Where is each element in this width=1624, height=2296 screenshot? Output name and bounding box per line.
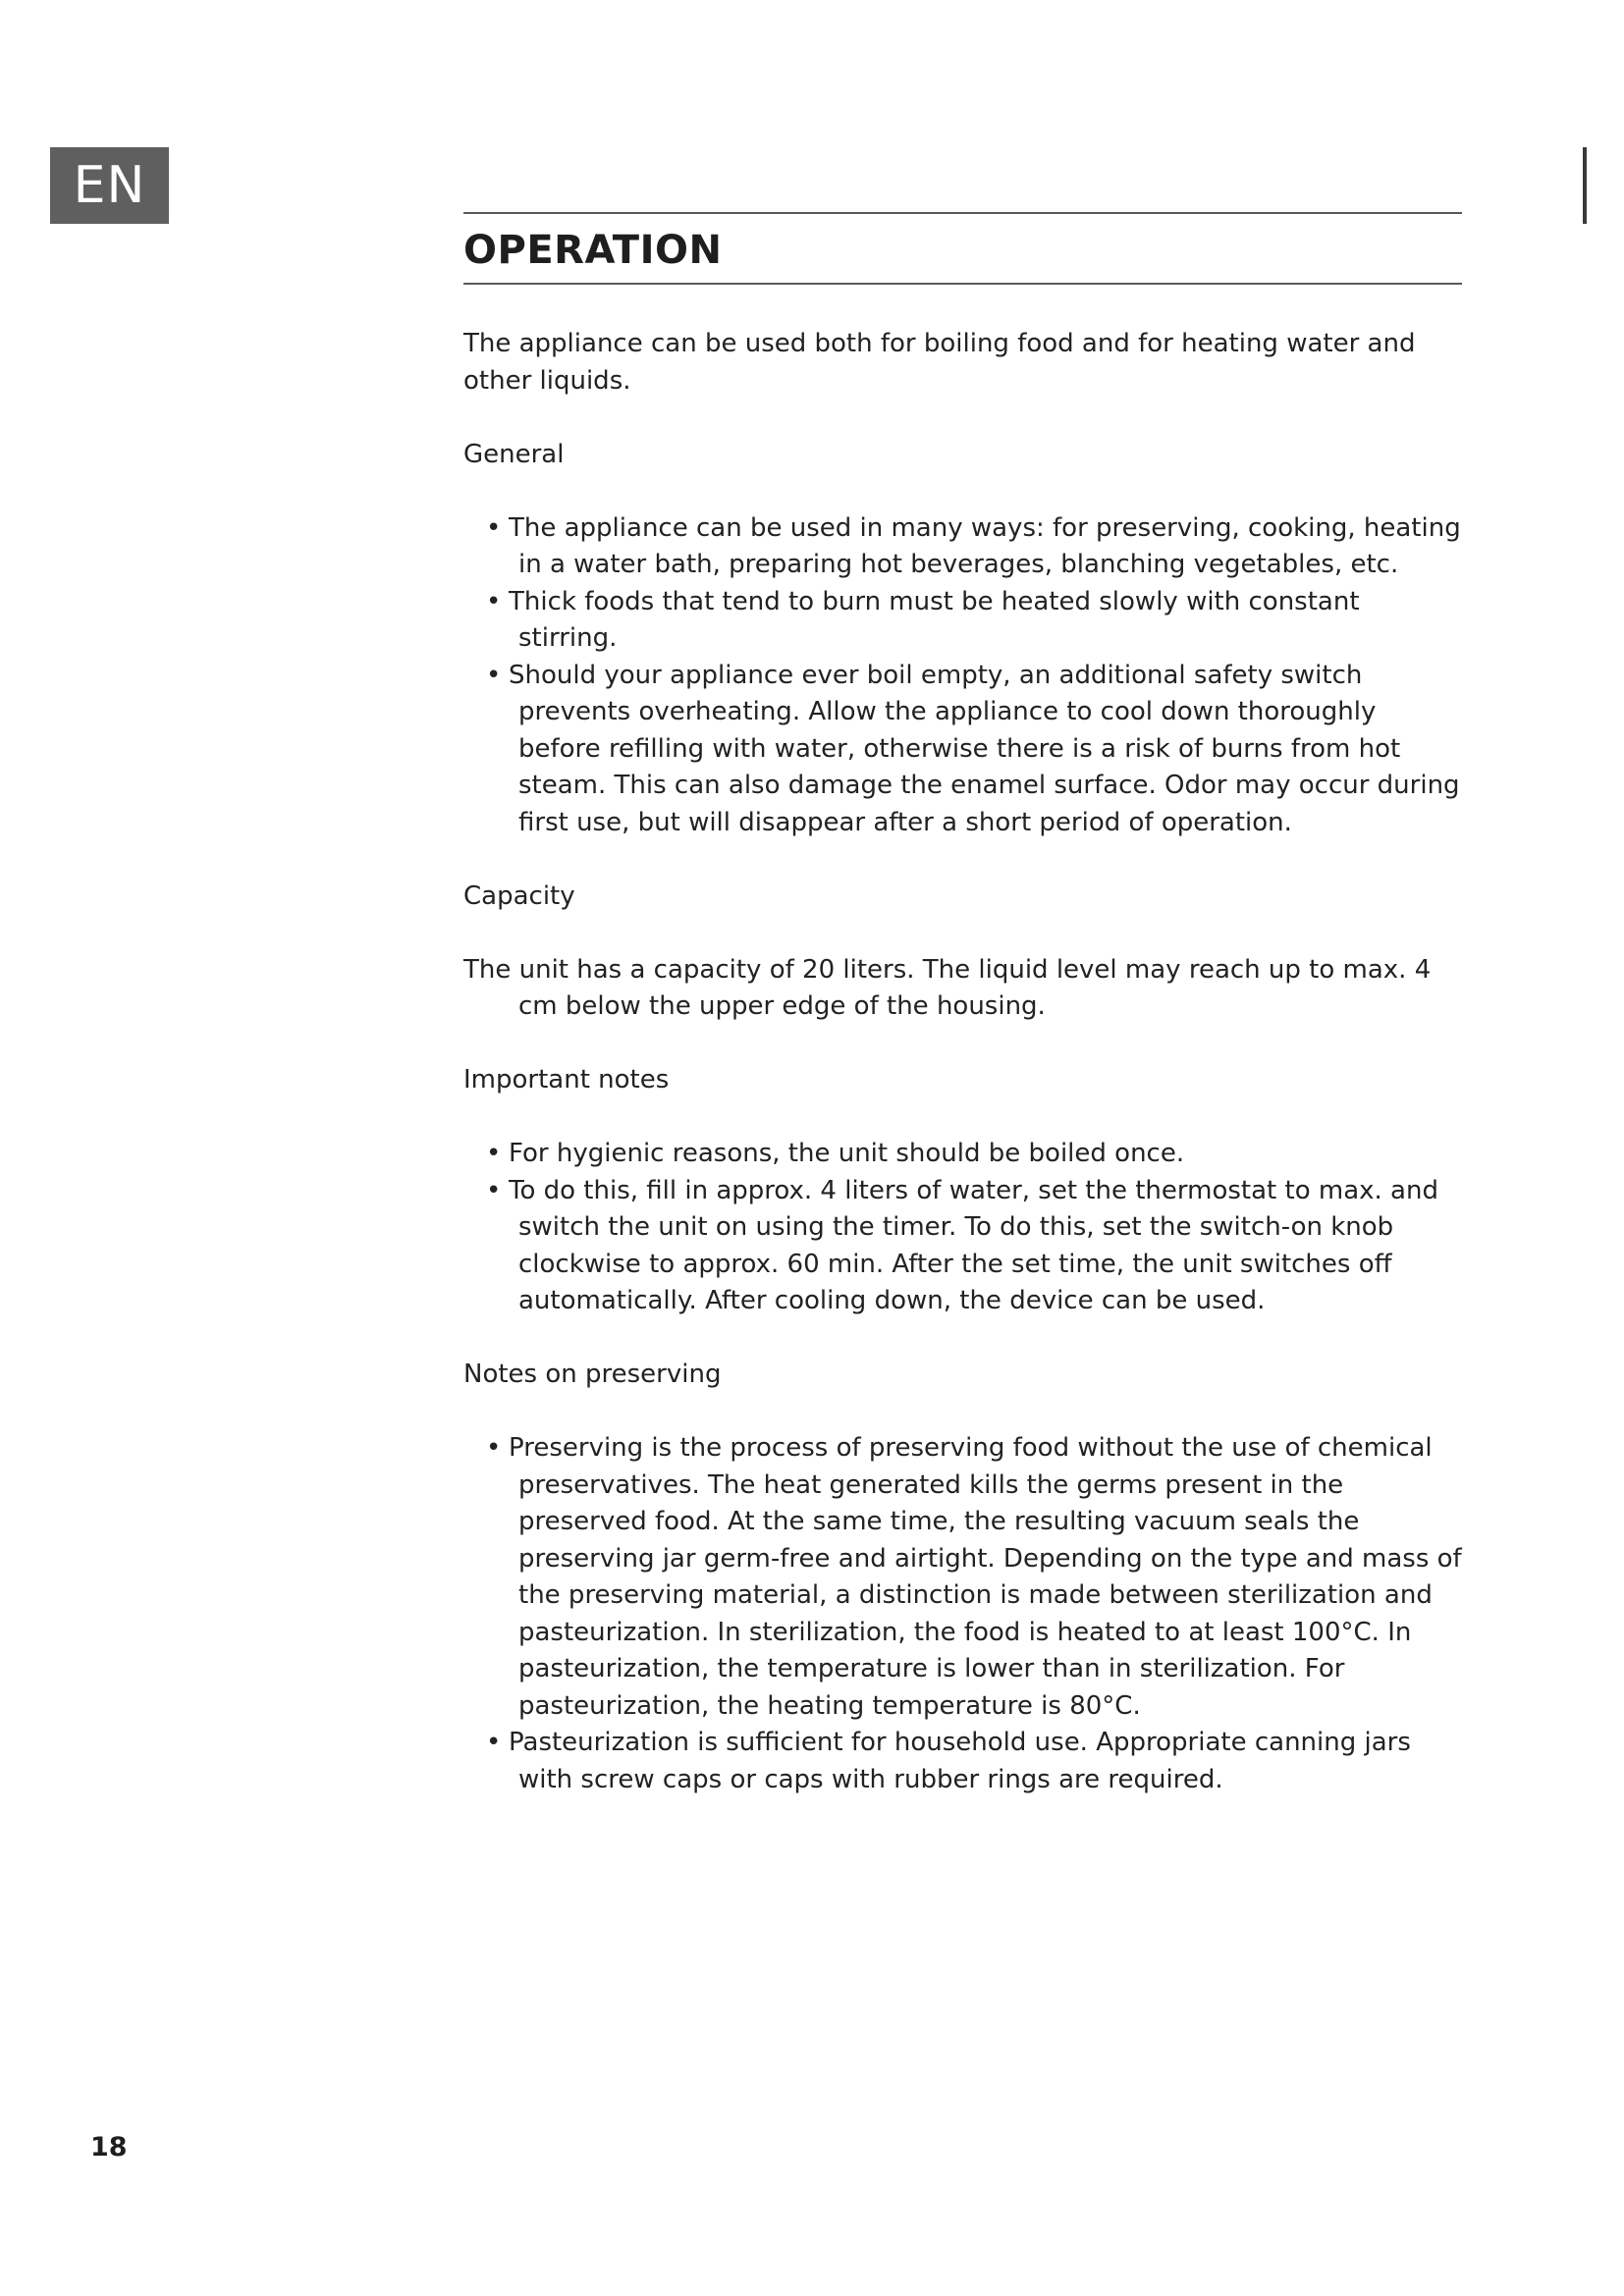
bullet-glyph: • [486, 512, 502, 543]
list-item-text: Pasteurization is sufficient for household use. Appropriate canning jars with screw caps or caps with rubber rings are required. [509, 1728, 1411, 1794]
list-item [463, 510, 1462, 584]
list-item [463, 1725, 1462, 1798]
important-notes-label: Important notes [463, 1065, 670, 1095]
bullet-glyph: • [486, 1433, 502, 1463]
heading-top-rule [463, 212, 1462, 214]
main-content [463, 212, 1462, 1798]
page-number: 18 [90, 2132, 128, 2163]
list-item [463, 584, 1462, 658]
list-item-text: The appliance can be used in many ways: for preserving, cooking, heating in a water bath, preparing hot beverages, blanching vegetables, etc. [509, 512, 1461, 579]
list-item-text: Thick foods that tend to burn must be heated slowly with constant stirring. [509, 586, 1360, 653]
list-item [463, 1430, 1462, 1725]
section-title: OPERATION [463, 228, 723, 273]
list-item-text: Should your appliance ever boil empty, an additional safety switch prevents overheating. Allow the appliance to cool down thoroughly before refilling with water, otherwise there is a risk of burns from hot steam. This can also damage the enamel surface. Odor may occur during first use, but will disappear after a short period of operation. [509, 660, 1460, 837]
list-item-text: To do this, fill in approx. 4 liters of water, set the thermostat to max. and switch the unit on using the timer. To do this, set the switch-on knob clockwise to approx. 60 min. After the set time, the unit switches off automatically. After cooling down, the device can be used. [509, 1175, 1438, 1315]
list-item [463, 1136, 1462, 1173]
list-item [463, 1173, 1462, 1320]
bullet-glyph: • [486, 586, 502, 616]
notes-on-preserving-label: Notes on preserving [463, 1360, 722, 1389]
capacity-paragraph: The unit has a capacity of 20 liters. The liquid level may reach up to max. 4 cm below the upper edge of the housing. [463, 954, 1432, 1021]
bullet-glyph: • [486, 1728, 502, 1757]
bullet-glyph: • [486, 1175, 502, 1205]
general-list [463, 510, 1462, 842]
list-item [463, 658, 1462, 842]
bullet-glyph: • [486, 1139, 502, 1168]
general-label: General [463, 439, 565, 469]
page-edge-marker [1583, 147, 1587, 224]
notes-on-preserving-list [463, 1430, 1462, 1798]
bullet-glyph: • [486, 660, 502, 690]
language-badge: EN [50, 147, 169, 224]
list-item-text: For hygienic reasons, the unit should be boiled once. [509, 1139, 1185, 1168]
body-text [463, 326, 1462, 1798]
intro-paragraph: The appliance can be used both for boiling food and for heating water and other liquids. [463, 329, 1416, 396]
capacity-label: Capacity [463, 881, 575, 911]
important-notes-list [463, 1136, 1462, 1320]
heading-bottom-rule [463, 283, 1462, 285]
list-item-text: Preserving is the process of preserving food without the use of chemical preservatives. The heat generated kills the germs present in the preserved food. At the same time, the resulting vacuum seals the preserving jar germ-free and airtight. Depending on the type and mass of the preserving material, a distinction is made between sterilization and pasteurization. In sterilization, the food is heated to at least 100°C. In pasteurization, the temperature is lower than in sterilization. For pasteurization, the heating temperature is 80°C. [509, 1433, 1462, 1721]
